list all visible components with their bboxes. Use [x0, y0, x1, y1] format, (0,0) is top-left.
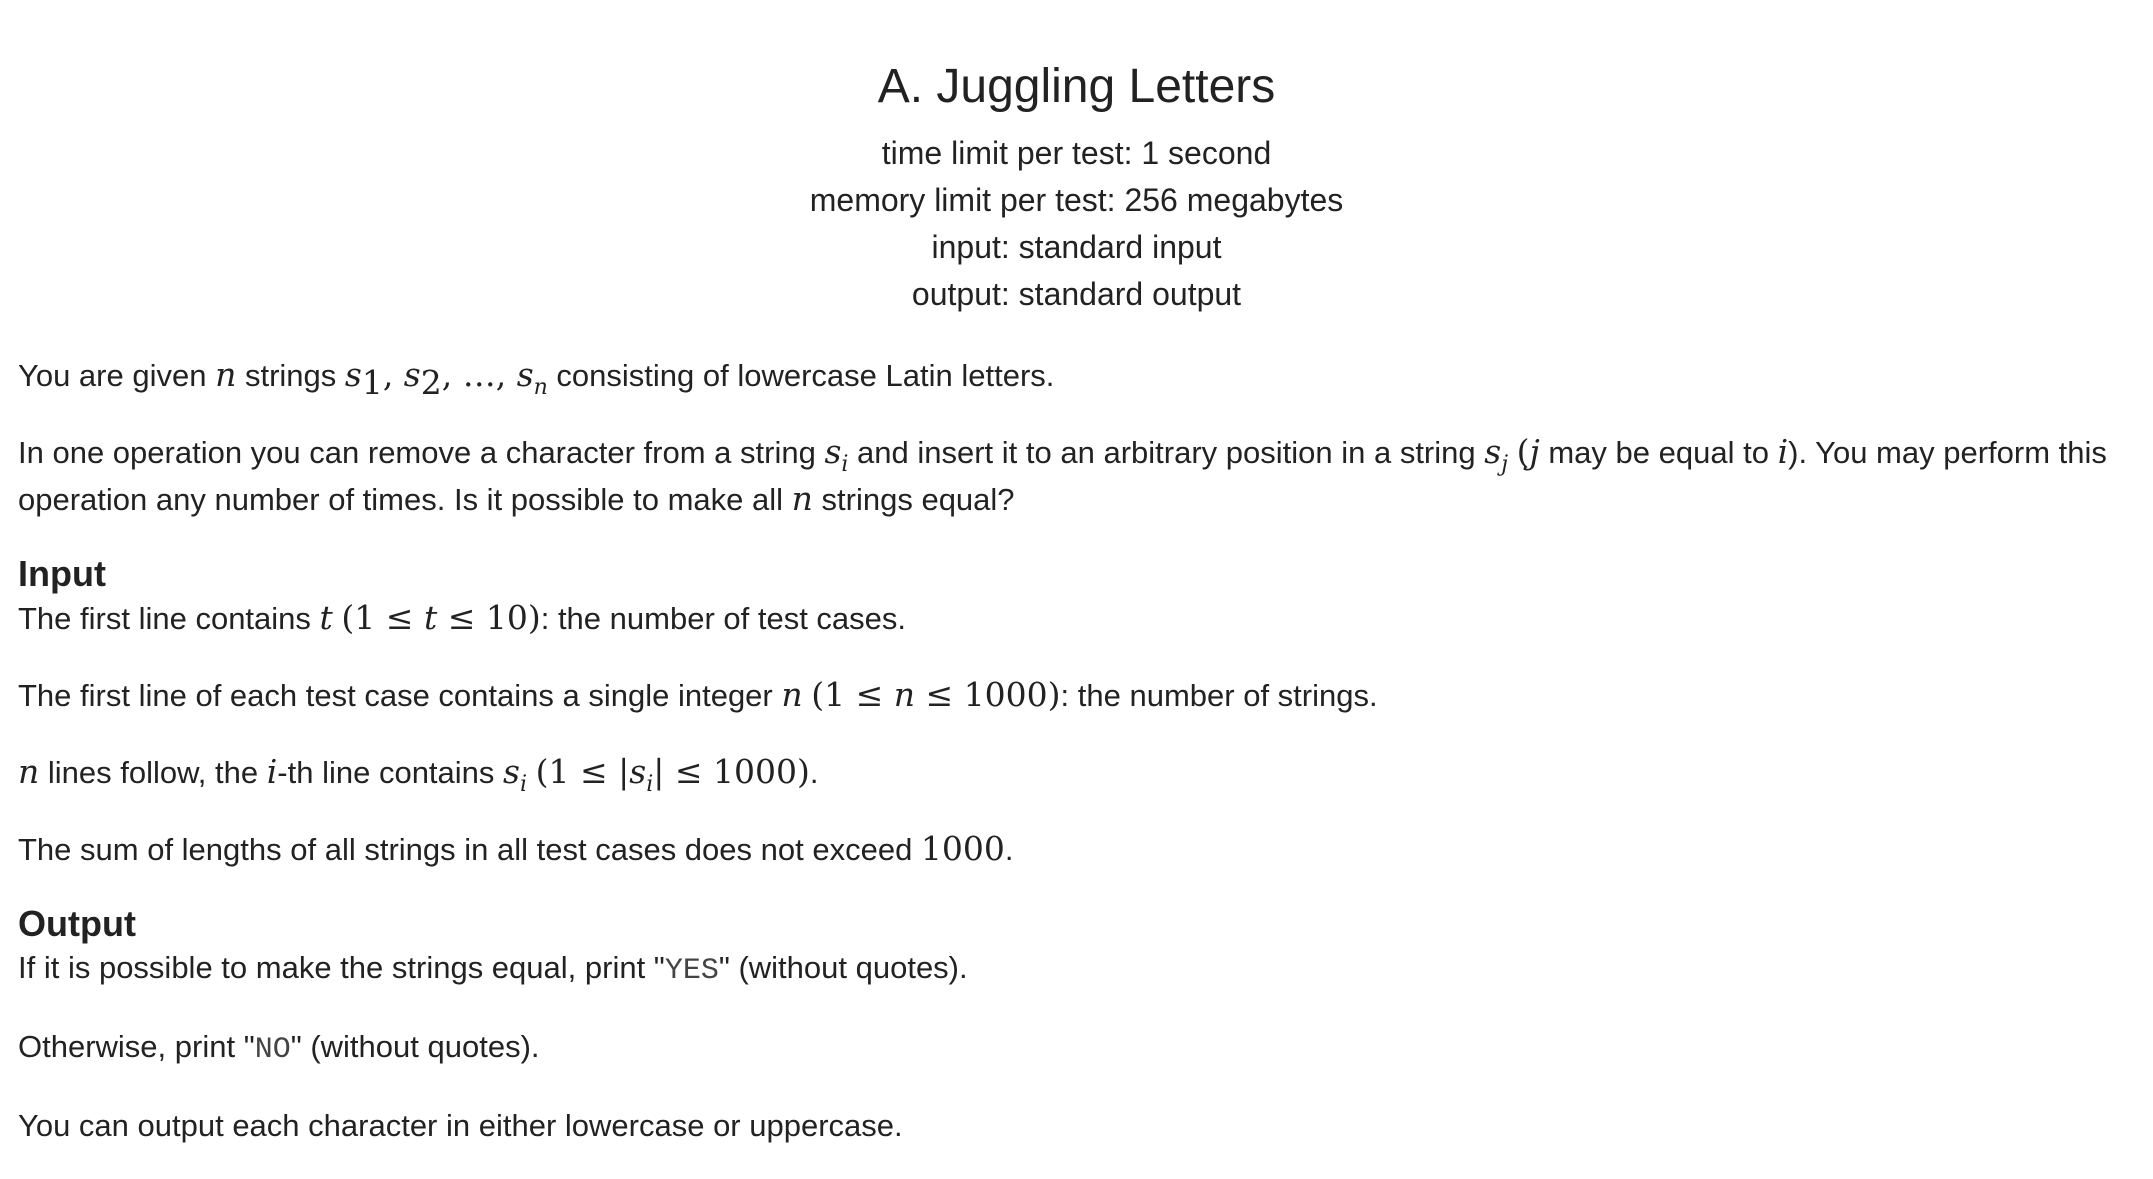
output-line-2: Otherwise, print "NO" (without quotes).	[18, 1029, 540, 1067]
math-n: n	[215, 355, 237, 394]
input-line-2: The first line of each test case contains a single integer n (1 ≤ n ≤ 1000): the number of strings.	[18, 675, 1378, 714]
code-no: NO	[254, 1033, 291, 1067]
input-line-3: n lines follow, the i-th line contains $s_i$ $(1 \le |s_i| \le 1000)$.	[18, 752, 819, 797]
problem-header	[0, 58, 2153, 318]
input-line-4: The sum of lengths of all strings in all test cases does not exceed 1000.	[18, 829, 1014, 868]
problem-statement	[18, 352, 2135, 1179]
input-section	[18, 553, 2135, 873]
output-line-1: If it is possible to make the strings equal, print "YES" (without quotes).	[18, 950, 968, 988]
problem-title: A. Juggling Letters	[877, 60, 1276, 113]
output-line-3: You can output each character in either lowercase or uppercase.	[18, 1108, 903, 1143]
memory-limit: memory limit per test: 256 megabytes	[809, 182, 1344, 218]
input-section-title: Input	[18, 553, 106, 594]
statement-paragraph-1: You are given n strings $s_1$, $s_2$, …, $s_n$ consisting of lowercase Latin letters.	[18, 355, 1055, 402]
math-sequence: $s_1$, $s_2$, …, $s_n$	[344, 355, 548, 402]
output-file: output: standard output	[911, 276, 1242, 312]
output-section	[18, 903, 2135, 1149]
code-yes: YES	[664, 954, 719, 988]
statement-paragraph-2: In one operation you can remove a character from a string $s_i$ and insert it to an arbitrary position in a string $s_j$ (j may be equal to i). You may perform this operation any number of times. Is it possible to make all n strings equal?	[18, 432, 2107, 518]
input-line-1: The first line contains t (1 ≤ t ≤ 10): the number of test cases.	[18, 598, 907, 637]
math-s-i: $s_i$	[824, 432, 849, 477]
math-s-j: $s_j$	[1484, 432, 1509, 477]
input-file: input: standard input	[931, 229, 1222, 265]
time-limit: time limit per test: 1 second	[881, 135, 1272, 171]
output-section-title: Output	[18, 903, 136, 944]
